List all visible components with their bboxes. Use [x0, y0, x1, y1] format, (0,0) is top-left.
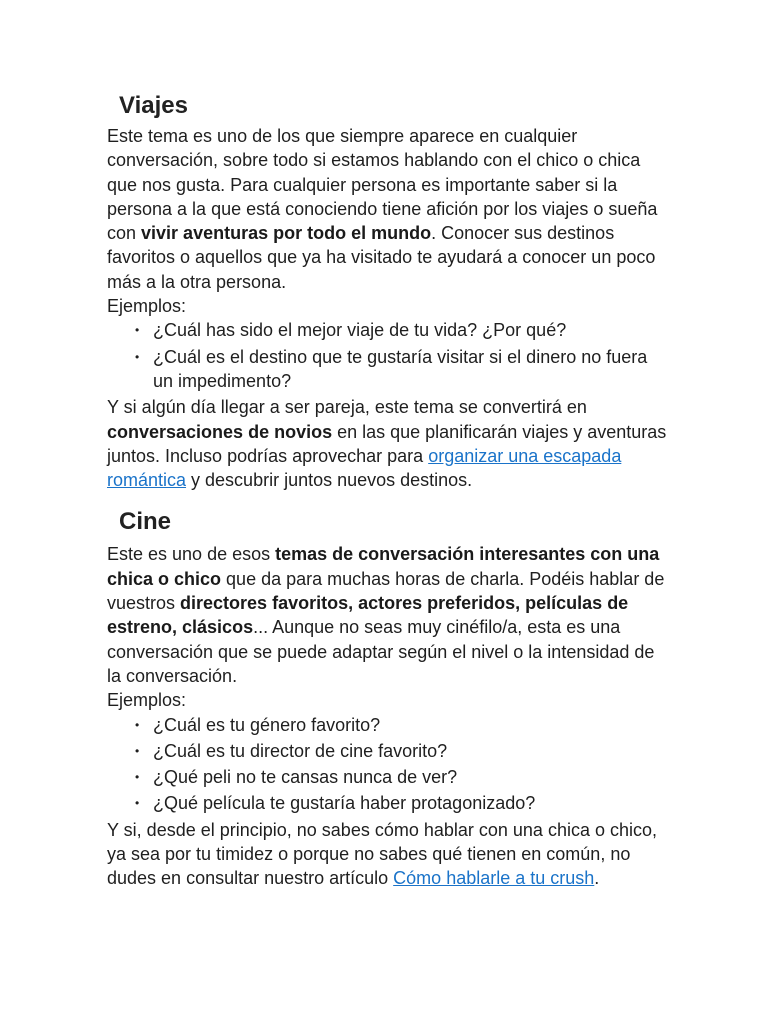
list-item [135, 765, 667, 789]
bullet-icon: • [135, 717, 140, 732]
list-item [135, 713, 667, 737]
viajes-intro-text-a: Este tema es uno de los que siempre aparece en cualquier conversación, sobre todo si estamos hablando con el chico o chica que nos gusta. Para cualquier persona es importante saber si la persona a la que está conociendo tiene afición por los viajes o sueña con [107, 126, 658, 244]
cine-examples-list [107, 713, 667, 816]
viajes-closing-text-b: en las que planificarán viajes y aventuras juntos. Incluso podrías aprovechar para [107, 421, 667, 466]
cine-intro-text-b: que da para muchas horas de charla. Podéis hablar de vuestros [107, 568, 665, 614]
bullet-icon: • [135, 796, 140, 811]
cine-closing-text-a: Y si, desde el principio, no sabes cómo hablar con una chica o chico, ya sea por tu timidez o porque no sabes qué tienen en común, no dudes en consultar nuestro artículo [107, 819, 657, 889]
hablarle-crush-link[interactable]: Cómo hablarle a tu crush [393, 868, 595, 889]
escapada-romantica-link[interactable]: organizar una escapada romántica [107, 445, 622, 491]
viajes-closing-paragraph [107, 395, 667, 492]
viajes-intro-bold: vivir aventuras por todo el mundo [141, 223, 432, 244]
cine-intro-text-a: Este es uno de esos [107, 544, 276, 565]
article-body [107, 88, 667, 891]
list-item [135, 791, 667, 815]
cine-intro-bold-1: temas de conversación interesantes con una chica o chico [107, 544, 660, 589]
cine-intro-paragraph [107, 542, 667, 688]
viajes-closing-text-c: y descubrir juntos nuevos destinos. [186, 470, 473, 491]
bullet-icon: • [135, 743, 140, 758]
list-item-text: ¿Cuál has sido el mejor viaje de tu vida? ¿Por qué? [153, 320, 567, 341]
list-item-text: ¿Cuál es el destino que te gustaría visitar si el dinero no fuera un impedimento? [153, 346, 648, 391]
viajes-closing-text-a: Y si algún día llegar a ser pareja, este tema se convertirá en [107, 397, 587, 418]
viajes-intro-text-b: . Conocer sus destinos favoritos o aquellos que ya ha visitado te ayudará a conocer un poco más a la otra persona. [107, 223, 656, 292]
list-item-text: ¿Cuál es tu género favorito? [153, 714, 381, 735]
viajes-ejemplos-label: Ejemplos: [107, 296, 187, 317]
viajes-intro-paragraph [107, 124, 667, 294]
list-item-text: ¿Qué peli no te cansas nunca de ver? [153, 767, 458, 788]
bullet-icon: • [135, 770, 140, 785]
cine-closing-text-b: . [594, 868, 600, 889]
cine-intro-text-c: ... Aunque no seas muy cinéfilo/a, esta es una conversación que se puede adaptar según el nivel o la intensidad de la conversación. [107, 617, 655, 686]
viajes-closing-bold: conversaciones de novios [107, 421, 333, 442]
viajes-examples-list [107, 318, 667, 393]
cine-intro-bold-2: directores favoritos, actores preferidos, películas de estreno, clásicos [107, 593, 629, 638]
bullet-icon: • [135, 323, 140, 338]
cine-closing-paragraph [107, 818, 667, 891]
list-item [135, 345, 667, 394]
list-item-text: ¿Qué película te gustaría haber protagonizado? [153, 793, 536, 814]
section-title-viajes: Viajes [119, 92, 188, 119]
section-title-cine: Cine [119, 508, 172, 536]
cine-ejemplos-label: Ejemplos: [107, 690, 187, 711]
bullet-icon: • [135, 349, 140, 364]
list-item [135, 318, 667, 342]
list-item-text: ¿Cuál es tu director de cine favorito? [153, 740, 448, 761]
list-item [135, 739, 667, 763]
